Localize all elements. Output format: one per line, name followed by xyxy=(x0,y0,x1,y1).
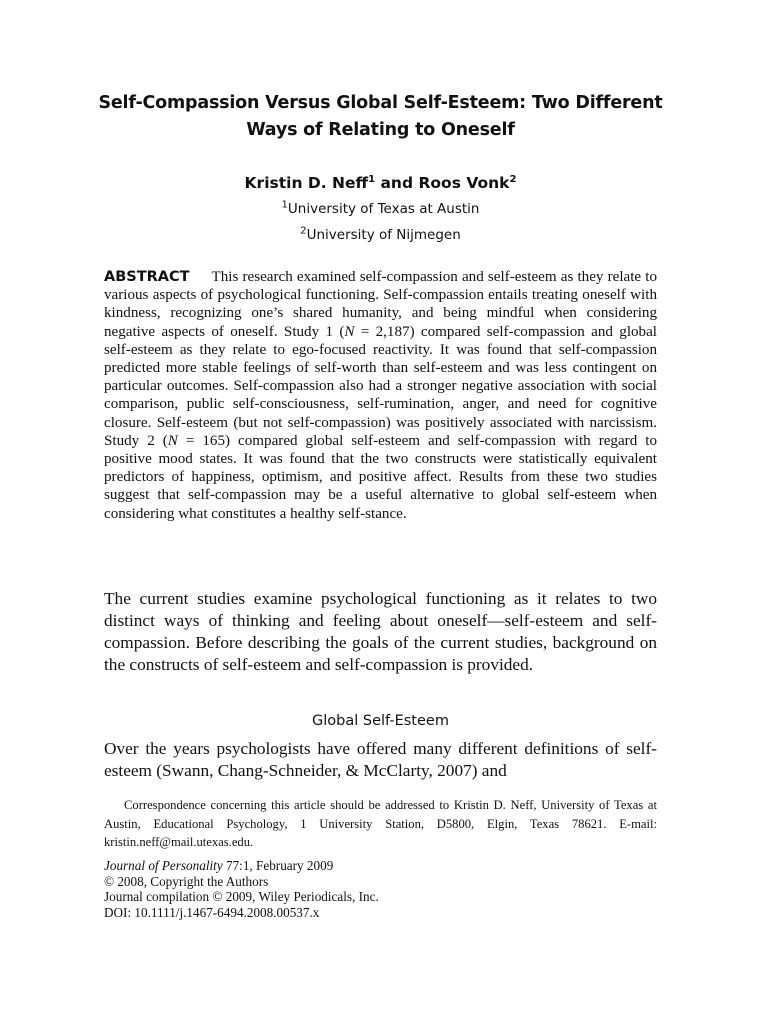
abstract-text-3: ) compared global self-esteem and self-compassion with regard to positive mood states. It was found that the two constructs were statistically equivalent predictors of happiness, optimism, and positive affect. Results from these two studies suggest that self-compassion may be a useful alternative to global self-esteem when considering what constitutes a healthy self-stance. xyxy=(104,432,657,522)
journal-name: Journal of Personality xyxy=(104,858,223,873)
abstract-n-2: = 165 xyxy=(177,432,226,449)
abstract-n-symbol-1: N xyxy=(344,323,355,340)
affiliation-1-mark: 1 xyxy=(281,199,288,211)
journal-compilation: Journal compilation © 2009, Wiley Periodicals, Inc. xyxy=(104,889,379,904)
affiliation-1 xyxy=(104,199,657,219)
journal-citation-line xyxy=(104,858,657,874)
author-connector: and xyxy=(380,174,414,192)
abstract-heading: ABSTRACT xyxy=(104,269,190,285)
section-heading: Global Self-Esteem xyxy=(312,713,449,729)
affiliation-1-name: University of Texas at Austin xyxy=(287,201,480,217)
journal-doi: DOI: 10.1111/j.1467-6494.2008.00537.x xyxy=(104,904,320,920)
author-1-mark: 1 xyxy=(368,173,376,185)
abstract-n-symbol-2: N xyxy=(167,432,178,449)
section-paragraph: Over the years psychologists have offered many different definitions of self-esteem (Swann, Chang-Schneider, & McClarty, 2007) and xyxy=(104,739,657,780)
affiliation-2-name: University of Nijmegen xyxy=(306,227,461,243)
abstract-text-2: ) compared self-compassion and global self-esteem as they relate to ego-focused reactivity. It was found that self-compassion predicted more stable feelings of self-worth than self-esteem and was less contingent on particular outcomes. Self-compassion also had a stronger negative association with social comparison, public self-consciousness, self-rumination, anger, and need for cognitive closure. Self-esteem (but not self-compassion) was positively associated with narcissism. Study 2 ( xyxy=(104,323,657,449)
affiliation-2-mark: 2 xyxy=(300,225,307,237)
journal-info xyxy=(104,858,657,920)
author-1-name: Kristin D. Neff xyxy=(244,174,369,192)
author-2-mark: 2 xyxy=(509,173,517,185)
author-2-name: Roos Vonk xyxy=(418,174,510,192)
author-line xyxy=(104,172,657,194)
paper-title: Self-Compassion Versus Global Self-Esteem: Two Different Ways of Relating to Oneself xyxy=(98,93,663,140)
abstract xyxy=(104,268,657,523)
abstract-n-1: = 2,187 xyxy=(354,323,410,340)
intro-paragraph: The current studies examine psychological functioning as it relates to two distinct ways of thinking and feeling about oneself—self-esteem and self-compassion. Before describing the goals of the current studies, background on the constructs of self-esteem and self-compassion is provided. xyxy=(104,589,657,674)
affiliation-2 xyxy=(104,225,657,245)
correspondence-note: Correspondence concerning this article should be addressed to Kristin D. Neff, University of Texas at Austin, Educational Psychology, 1 University Station, D5800, Elgin, Texas 78621. E-mail: kristin.neff@mail.utexas.edu. xyxy=(104,798,657,849)
abstract-text-1: This research examined self-compassion and self-esteem as they relate to various aspects of psychological functioning. Self-compassion entails treating oneself with kindness, recognizing one’s shared humanity, and being mindful when considering negative aspects of oneself. Study 1 ( xyxy=(104,269,657,340)
journal-copyright: © 2008, Copyright the Authors xyxy=(104,873,269,889)
journal-issue: 77:1, February 2009 xyxy=(222,858,334,873)
